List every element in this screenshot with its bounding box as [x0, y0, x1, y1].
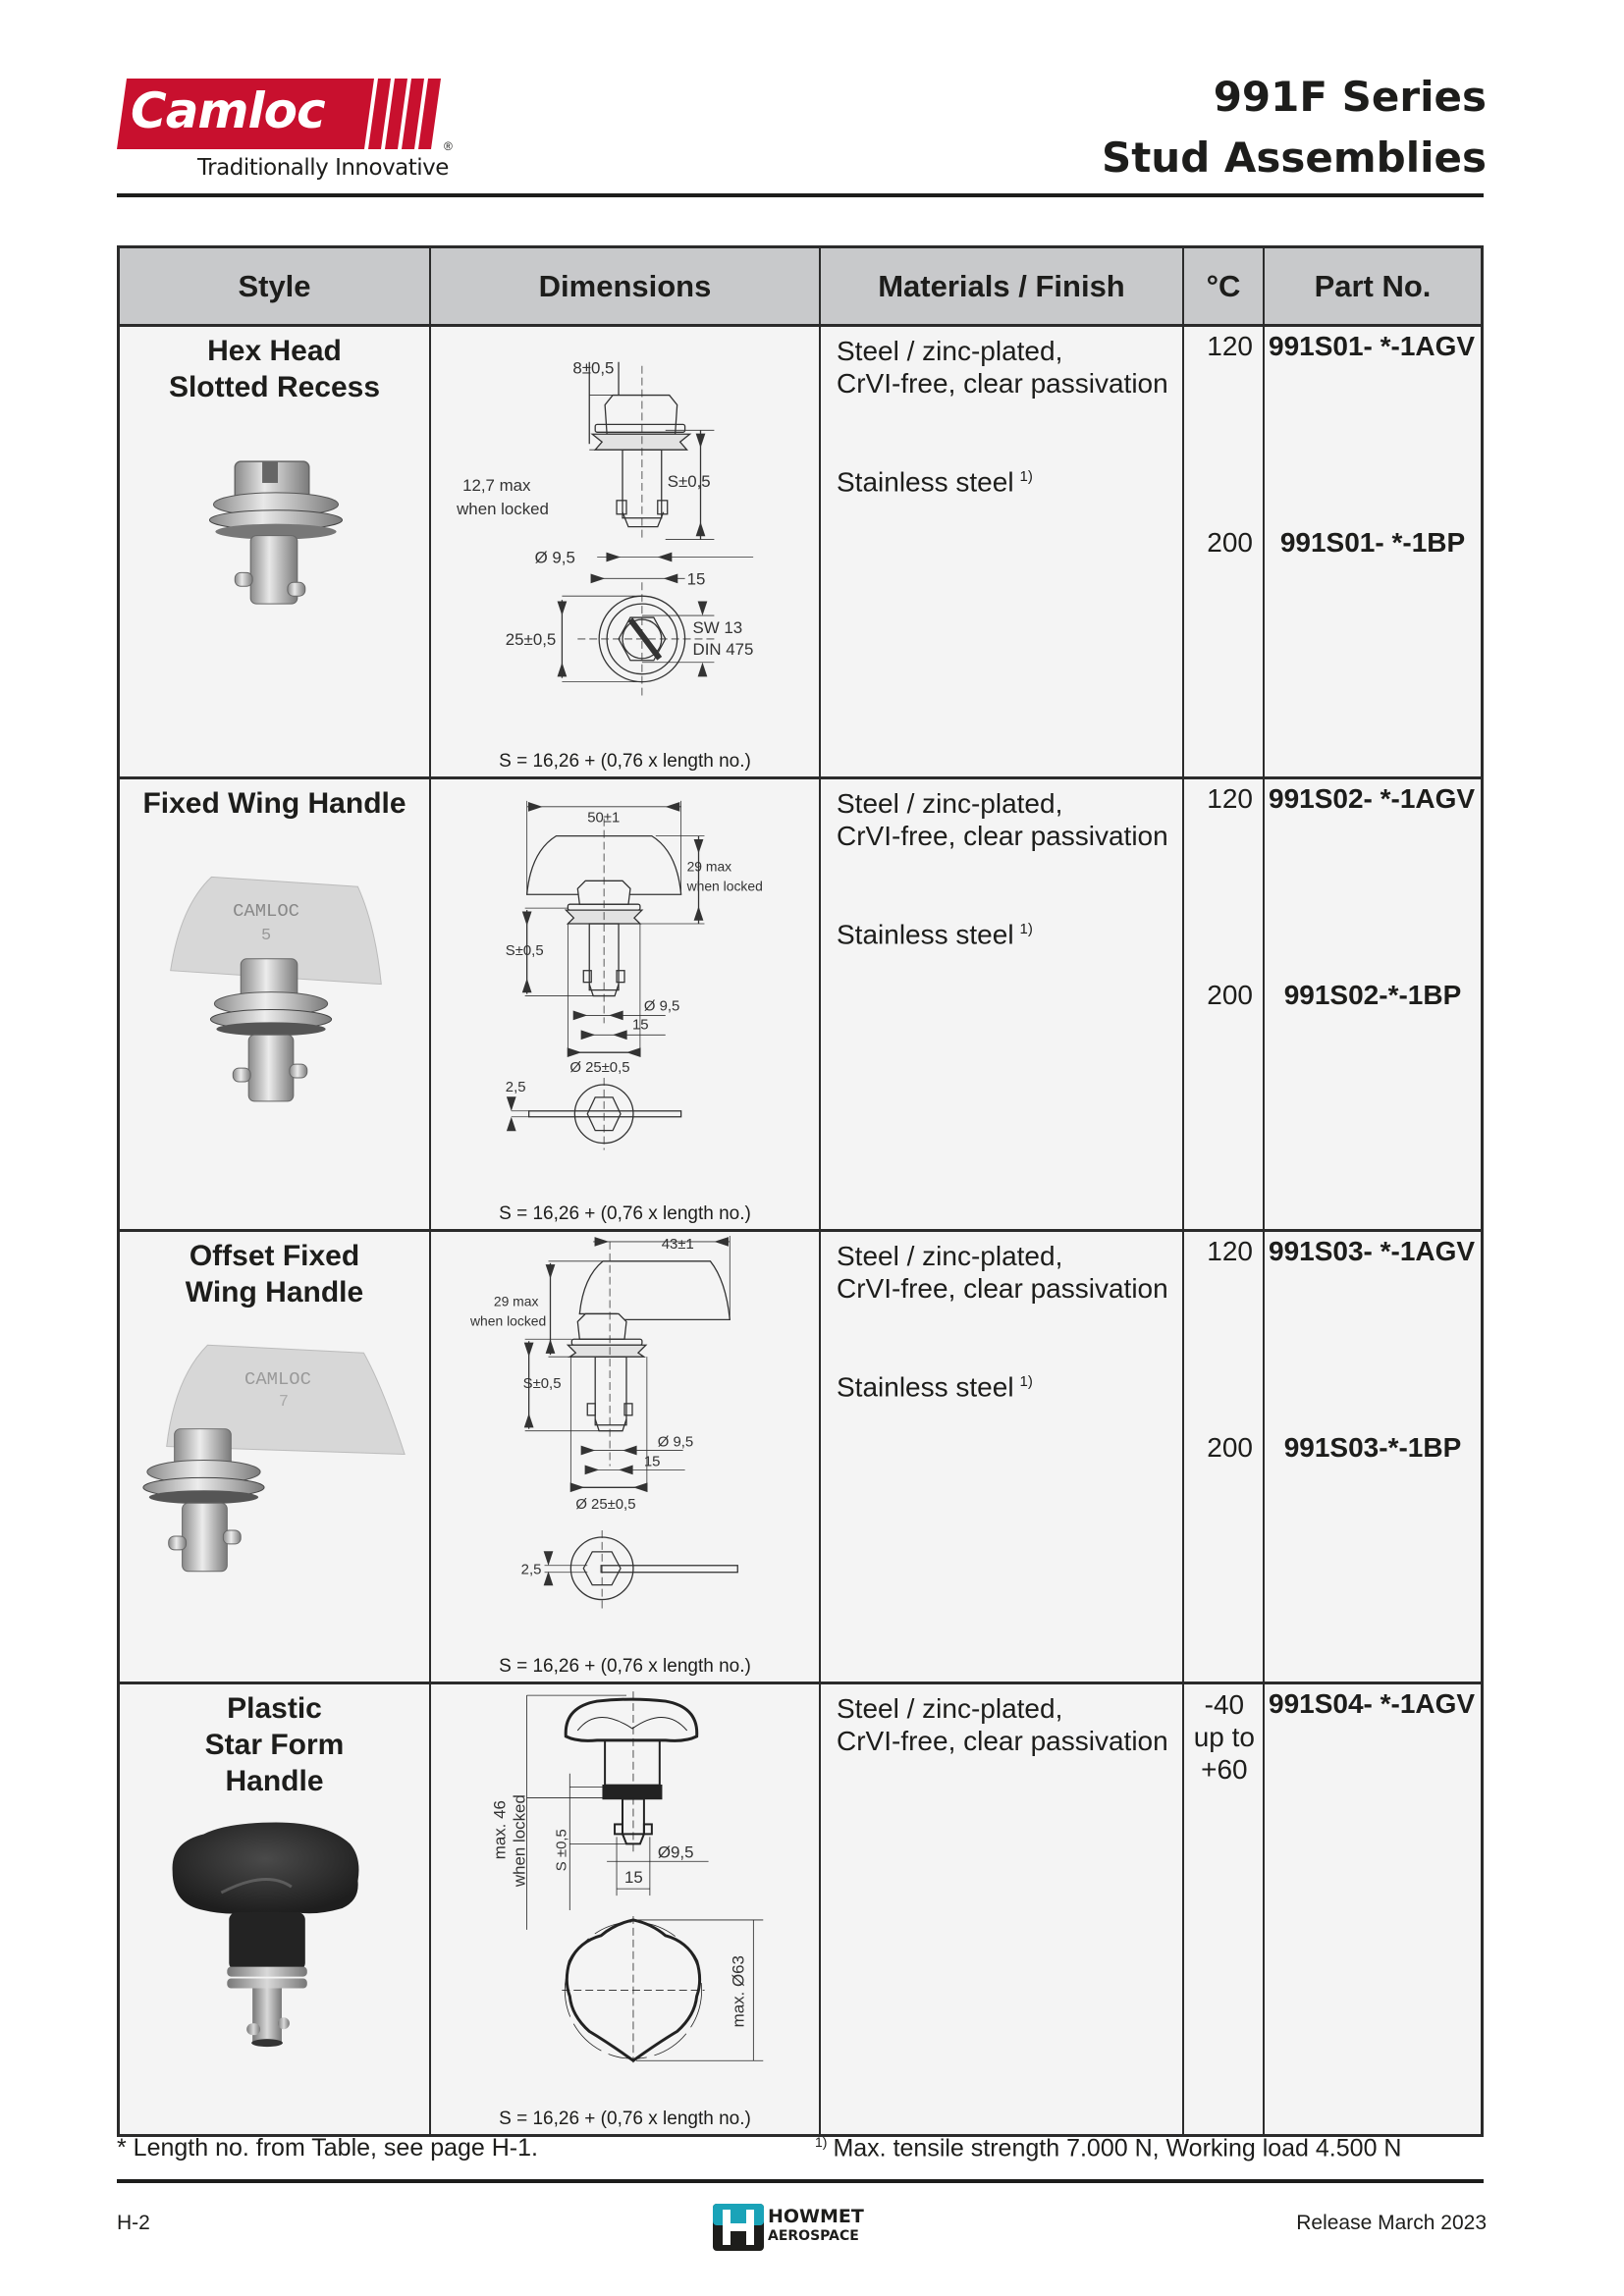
temperature-cell	[1184, 1684, 1265, 2134]
table-row	[120, 1684, 1481, 2134]
camloc-logo	[117, 79, 451, 187]
material-stainless: Stainless steel $^{1)}$	[837, 466, 1033, 498]
dim-label: when locked	[470, 1312, 547, 1329]
temperature-cell	[1184, 327, 1265, 776]
part-number: 991S02-*-1BP	[1283, 980, 1462, 1010]
howmet-division: AEROSPACE	[768, 2228, 859, 2244]
dim-label: Ø 9,5	[657, 1434, 694, 1451]
howmet-name: HOWMET	[768, 2206, 864, 2227]
table-header-row	[120, 248, 1481, 327]
material-steel: Steel / zinc-plated, CrVI-free, clear passivation	[837, 1241, 1168, 1304]
dim-label: S ±0,5	[553, 1829, 570, 1872]
dim-label: 25±0,5	[505, 629, 557, 649]
material-steel: Steel / zinc-plated, CrVI-free, clear passivation	[837, 1693, 1168, 1756]
footnote-length: * Length no. from Table, see page H-1.	[117, 2134, 538, 2162]
style-name: Fixed Wing Handle	[142, 787, 406, 820]
style-cell	[120, 1232, 431, 1682]
howmet-logo	[713, 2204, 890, 2253]
temperature-cell	[1184, 779, 1265, 1229]
material-stainless: Stainless steel $^{1)}$	[837, 1371, 1033, 1403]
part-no-cell	[1265, 779, 1481, 1229]
dim-label: S±0,5	[505, 942, 544, 959]
temp-stainless: 200	[1207, 1432, 1253, 1463]
temp-steel: 120	[1207, 1236, 1253, 1266]
style-name: Offset Fixed Wing Handle	[185, 1240, 364, 1308]
title-subject: Stud Assemblies	[1101, 133, 1487, 182]
dim-label: Ø9,5	[657, 1842, 694, 1862]
registered-mark: ®	[444, 139, 453, 153]
table-row	[120, 327, 1481, 779]
table-row	[120, 1232, 1481, 1684]
hex-head-dimension-drawing	[431, 327, 819, 776]
col-header-temperature: °C	[1184, 248, 1265, 324]
dim-label: when locked	[686, 878, 763, 894]
footnote-tensile: $^{1)}$ Max. tensile strength 7.000 N, Working load 4.500 N	[815, 2134, 1402, 2163]
material-steel: Steel / zinc-plated, CrVI-free, clear passivation	[837, 336, 1168, 399]
dim-label: SW 13	[692, 617, 743, 637]
temp-range: -40 up to +60	[1193, 1689, 1255, 1785]
logo-tagline: Traditionally Innovative	[197, 155, 449, 181]
footer-divider	[117, 2179, 1484, 2183]
offset-wing-dimension-drawing	[431, 1232, 819, 1682]
star-handle-dimension-drawing	[431, 1684, 819, 2134]
handle-marking: 7	[278, 1392, 290, 1412]
part-number: 991S01- *-1AGV	[1269, 331, 1476, 361]
col-header-dimensions: Dimensions	[431, 248, 821, 324]
style-cell	[120, 779, 431, 1229]
part-no-cell	[1265, 1232, 1481, 1682]
dimensions-cell	[431, 327, 821, 776]
footnote-ref: 1)	[1019, 468, 1033, 485]
s-formula: S = 16,26 + (0,76 x length no.)	[499, 751, 751, 772]
part-number: 991S04- *-1AGV	[1269, 1688, 1476, 1719]
dim-label: 15	[643, 1454, 661, 1470]
col-header-materials: Materials / Finish	[821, 248, 1184, 324]
release-date: Release March 2023	[1296, 2212, 1487, 2234]
part-no-cell	[1265, 1684, 1481, 2134]
header-divider	[117, 193, 1484, 197]
dim-label: 29 max	[493, 1293, 539, 1309]
footnote-ref: 1)	[1019, 1373, 1033, 1390]
dim-label: 2,5	[505, 1079, 526, 1095]
page-number: H-2	[117, 2212, 150, 2234]
dim-label: S±0,5	[667, 471, 711, 491]
style-name: Plastic Star Form Handle	[204, 1692, 345, 1797]
dim-label: 2,5	[520, 1562, 542, 1578]
fixed-wing-handle-photo-icon	[120, 779, 429, 1229]
style-cell	[120, 1684, 431, 2134]
dim-label: Ø 9,5	[643, 998, 680, 1015]
col-header-part-no: Part No.	[1314, 268, 1432, 303]
dim-label: 50±1	[587, 810, 621, 827]
temperature-cell	[1184, 1232, 1265, 1682]
dim-label: 15	[631, 1017, 649, 1034]
temp-stainless: 200	[1207, 980, 1253, 1010]
materials-cell	[821, 779, 1184, 1229]
s-formula: S = 16,26 + (0,76 x length no.)	[499, 1656, 751, 1677]
part-number: 991S01- *-1BP	[1279, 527, 1466, 558]
dim-label: max. Ø63	[729, 1955, 748, 2028]
temp-steel: 120	[1207, 783, 1253, 814]
material-steel: Steel / zinc-plated, CrVI-free, clear passivation	[837, 788, 1168, 851]
dim-label: Ø 25±0,5	[575, 1497, 636, 1514]
temp-stainless: 200	[1207, 527, 1253, 558]
dim-label: max. 46	[490, 1800, 510, 1860]
dim-label: Ø 25±0,5	[569, 1060, 630, 1077]
dim-label: 43±1	[661, 1236, 694, 1253]
dim-label: Ø 9,5	[534, 548, 575, 567]
dim-label: when locked	[457, 499, 549, 518]
part-no-cell	[1265, 327, 1481, 776]
part-number: 991S03-*-1BP	[1283, 1432, 1462, 1463]
footnote-ref: 1)	[1019, 921, 1033, 937]
dim-label: 8±0,5	[572, 358, 615, 378]
howmet-h-icon	[713, 2204, 764, 2251]
footnote-marker: 1)	[815, 2134, 828, 2150]
title-series: 991F Series	[1213, 73, 1487, 121]
dimensions-cell	[431, 1684, 821, 2134]
dimensions-cell	[431, 779, 821, 1229]
stud-assemblies-table	[117, 245, 1484, 2137]
col-header-style: Style	[120, 248, 431, 324]
dim-label: S±0,5	[522, 1375, 562, 1392]
handle-marking: CAMLOC	[233, 900, 300, 923]
table-row	[120, 779, 1481, 1232]
dim-label: 15	[624, 1868, 643, 1888]
dimensions-cell	[431, 1232, 821, 1682]
handle-marking: CAMLOC	[244, 1367, 311, 1390]
dim-label: 15	[686, 569, 706, 589]
s-formula: S = 16,26 + (0,76 x length no.)	[499, 1203, 751, 1224]
part-number: 991S03- *-1AGV	[1269, 1236, 1476, 1266]
materials-cell	[821, 327, 1184, 776]
style-name: Hex Head Slotted Recess	[168, 335, 381, 403]
page-title	[1102, 67, 1487, 188]
temp-steel: 120	[1207, 331, 1253, 361]
handle-marking: 5	[260, 926, 272, 945]
dim-label: when locked	[510, 1794, 529, 1888]
style-cell	[120, 327, 431, 776]
fixed-wing-dimension-drawing	[431, 779, 819, 1229]
dim-label: 29 max	[686, 858, 732, 875]
materials-cell	[821, 1684, 1184, 2134]
logo-wordmark: Camloc	[131, 82, 325, 139]
materials-cell	[821, 1232, 1184, 1682]
part-number: 991S02- *-1AGV	[1269, 783, 1476, 814]
dim-label: DIN 475	[692, 639, 754, 659]
s-formula: S = 16,26 + (0,76 x length no.)	[499, 2109, 751, 2129]
dim-label: 12,7 max	[462, 475, 531, 495]
material-stainless: Stainless steel $^{1)}$	[837, 919, 1033, 950]
